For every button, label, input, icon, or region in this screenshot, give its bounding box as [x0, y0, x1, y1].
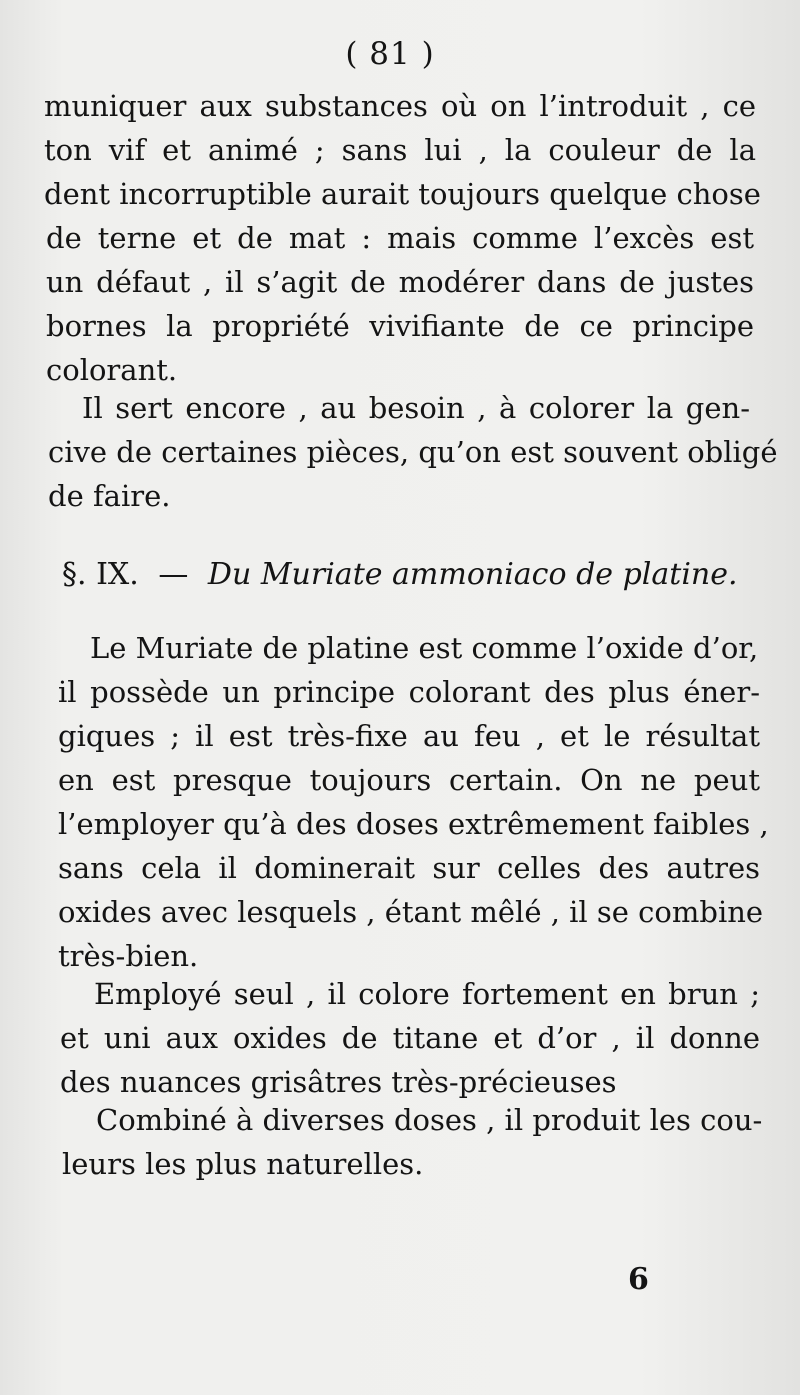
text-line: Employé seul , il colore fortement en brun ; [94, 977, 760, 1011]
text-line: giques ; il est très-fixe au feu , et le résultat [58, 719, 760, 753]
text-line: sans cela il dominerait sur celles des autres [58, 851, 760, 885]
text-line: Il sert encore , au besoin , à colorer la gen- [82, 391, 750, 425]
text-line: ton vif et animé ; sans lui , la couleur de la [44, 133, 756, 167]
text-line: il possède un principe colorant des plus éner- [58, 675, 760, 709]
text-line: dent incorruptible aurait toujours quelque chose [44, 177, 761, 211]
section-title: Du Muriate ammoniaco de platine. [207, 557, 738, 592]
signature-mark: 6 [628, 1262, 649, 1297]
section-heading [62, 552, 742, 598]
text-line: de terne et de mat : mais comme l’excès est [46, 221, 754, 255]
text-line: colorant. [46, 353, 178, 387]
text-line: bornes la propriété vivifiante de ce principe [46, 309, 754, 343]
text-line: Le Muriate de platine est comme l’oxide d’or, [90, 631, 759, 665]
text-line: et uni aux oxides de titane et d’or , il donne [60, 1021, 760, 1055]
text-line: un défaut , il s’agit de modérer dans de justes [46, 265, 754, 299]
text-line: de faire. [48, 479, 171, 513]
text-line: muniquer aux substances où on l’introduit , ce [44, 89, 756, 123]
section-number: §. IX. [62, 557, 139, 592]
text-line: leurs les plus naturelles. [62, 1147, 424, 1181]
text-line: Combiné à diverses doses , il produit les cou- [96, 1103, 763, 1137]
text-line: des nuances grisâtres très-précieuses [60, 1065, 617, 1099]
section-dash: — [158, 557, 189, 592]
text-line: en est presque toujours certain. On ne peut [58, 763, 760, 797]
text-line: cive de certaines pièces, qu’on est souvent obligé [48, 435, 778, 469]
page-number: ( 81 ) [345, 36, 435, 72]
text-line: très-bien. [58, 939, 199, 973]
text-line: oxides avec lesquels , étant mêlé , il se combine [58, 895, 764, 929]
text-line: l’employer qu’à des doses extrêmement faibles , [58, 807, 769, 841]
